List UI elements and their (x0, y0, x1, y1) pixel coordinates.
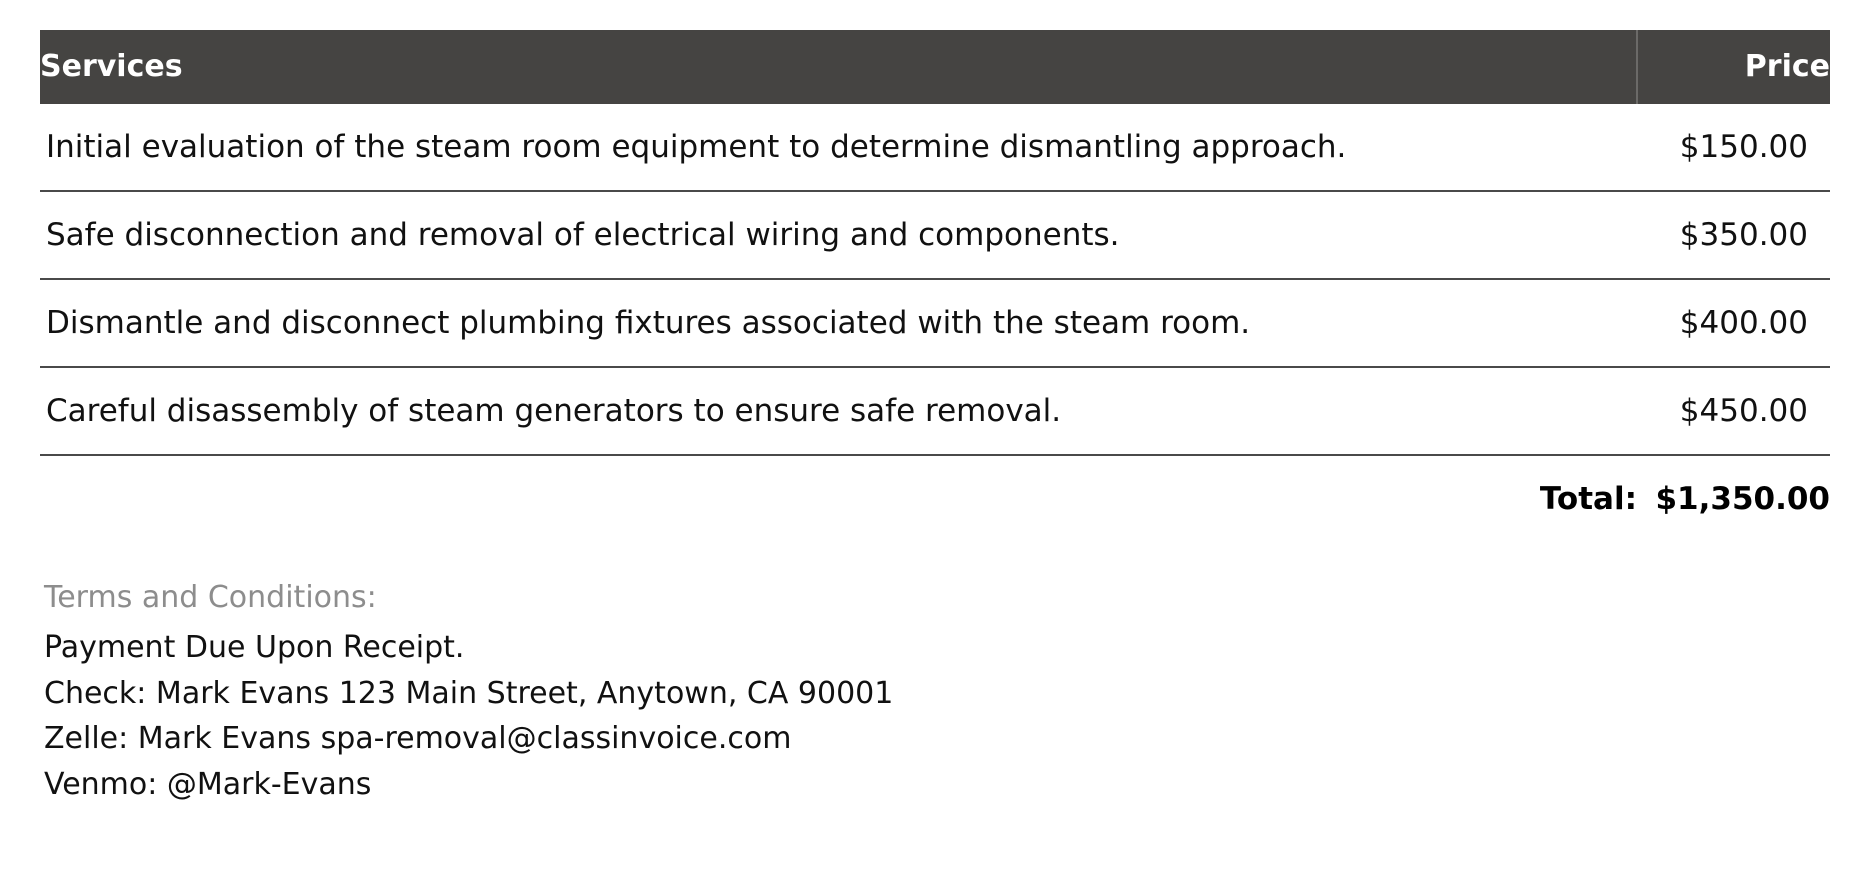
table-body (40, 104, 1830, 542)
total-label: Total: (1539, 481, 1637, 517)
table-row (40, 367, 1830, 455)
terms-line: Payment Due Upon Receipt. (44, 630, 465, 665)
table-row (40, 279, 1830, 367)
services-table (40, 30, 1830, 542)
terms-and-conditions (40, 580, 1828, 807)
service-price: $150.00 (1637, 104, 1830, 191)
total-value: $1,350.00 (1655, 481, 1830, 517)
table-row (40, 104, 1830, 191)
column-header-price: Price (1744, 49, 1830, 84)
table-header-row (40, 30, 1830, 104)
service-price: $400.00 (1637, 279, 1830, 367)
service-description: Safe disconnection and removal of electrical wiring and components. (40, 191, 1637, 279)
terms-line: Venmo: @Mark-Evans (44, 766, 372, 802)
terms-line: Check: Mark Evans 123 Main Street, Anytown, CA 90001 (44, 675, 894, 711)
service-description: Initial evaluation of the steam room equipment to determine dismantling approach. (40, 104, 1637, 191)
service-description: Dismantle and disconnect plumbing fixtures associated with the steam room. (40, 279, 1637, 367)
service-price: $450.00 (1637, 367, 1830, 455)
column-header-services: Services (40, 30, 1637, 104)
table-row (40, 191, 1830, 279)
total-row (40, 455, 1830, 542)
service-description: Careful disassembly of steam generators to ensure safe removal. (40, 367, 1637, 455)
table-header (40, 30, 1830, 104)
terms-title: Terms and Conditions: (44, 580, 377, 615)
terms-line: Zelle: Mark Evans spa-removal@classinvoice.com (44, 721, 792, 757)
service-price: $350.00 (1637, 191, 1830, 279)
